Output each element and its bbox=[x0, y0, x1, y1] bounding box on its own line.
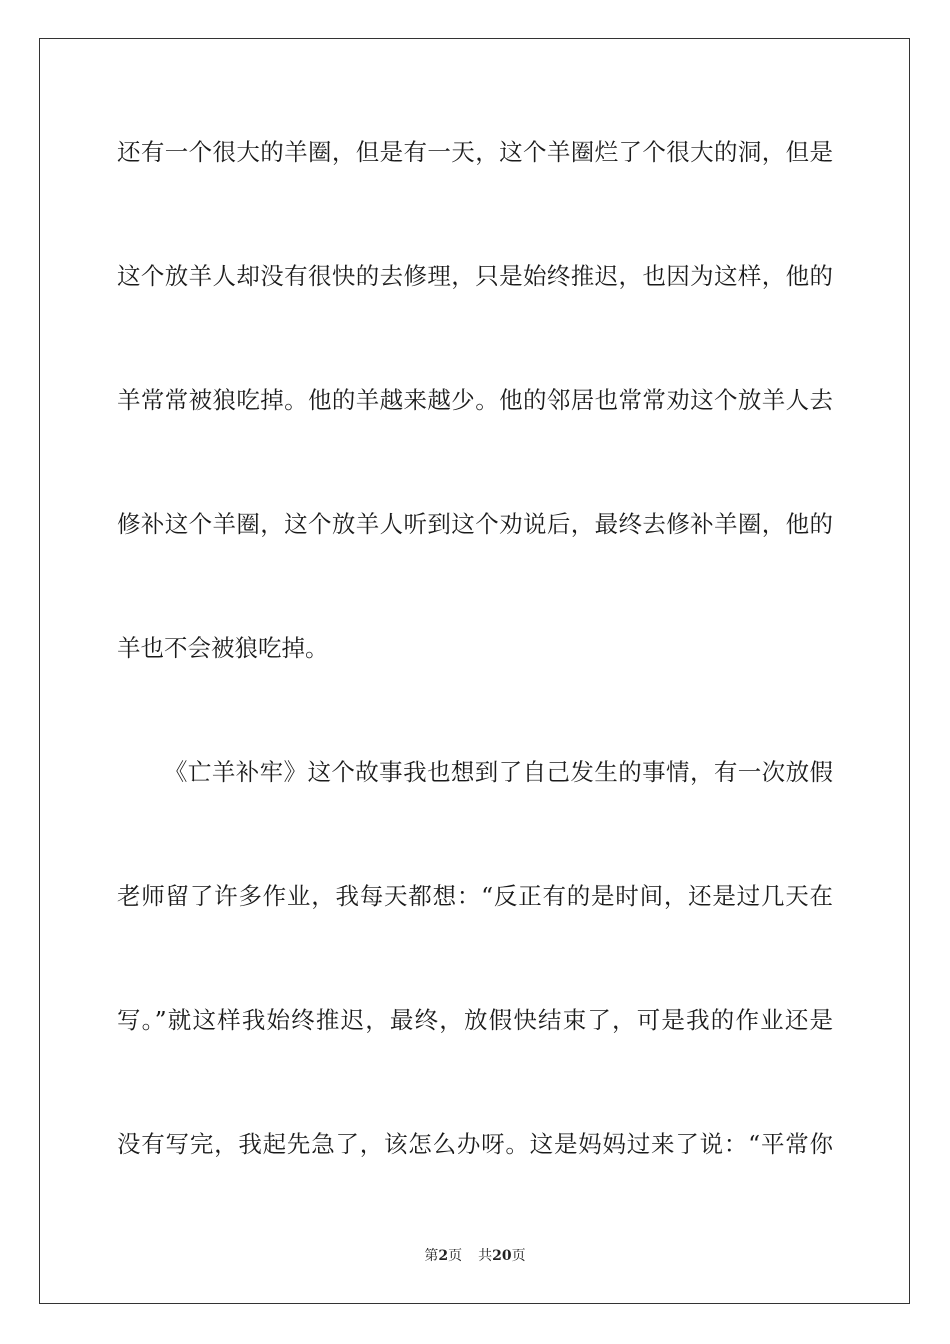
total-prefix: 共 bbox=[478, 1248, 493, 1264]
body-text-line-9: 没有写完，我起先急了，该怎么办呀。这是妈妈过来了说：“平常你 bbox=[117, 1130, 833, 1158]
page-prefix: 第 bbox=[424, 1248, 439, 1264]
body-text-line-4: 修补这个羊圈，这个放羊人听到这个劝说后，最终去修补羊圈，他的 bbox=[117, 510, 833, 538]
total-suffix: 页 bbox=[511, 1248, 526, 1264]
body-text-line-1: 还有一个很大的羊圈，但是有一天，这个羊圈烂了个很大的洞，但是 bbox=[117, 138, 833, 166]
body-text-line-8: 写。”就这样我始终推迟，最终，放假快结束了，可是我的作业还是 bbox=[117, 1006, 833, 1034]
page-border bbox=[39, 38, 910, 1304]
page-suffix: 页 bbox=[448, 1248, 463, 1264]
body-text-line-5: 羊也不会被狼吃掉。 bbox=[117, 634, 329, 662]
body-text-line-7: 老师留了许多作业，我每天都想：“反正有的是时间，还是过几天在 bbox=[117, 882, 833, 910]
page-number: 2 bbox=[438, 1248, 449, 1264]
body-text-line-3: 羊常常被狼吃掉。他的羊越来越少。他的邻居也常常劝这个放羊人去 bbox=[117, 386, 833, 414]
total-pages: 20 bbox=[492, 1248, 512, 1264]
page-footer bbox=[0, 1246, 950, 1266]
body-text-line-6: 《亡羊补牢》这个故事我也想到了自己发生的事情，有一次放假 bbox=[164, 758, 833, 786]
body-text-line-2: 这个放羊人却没有很快的去修理，只是始终推迟，也因为这样，他的 bbox=[117, 262, 833, 290]
